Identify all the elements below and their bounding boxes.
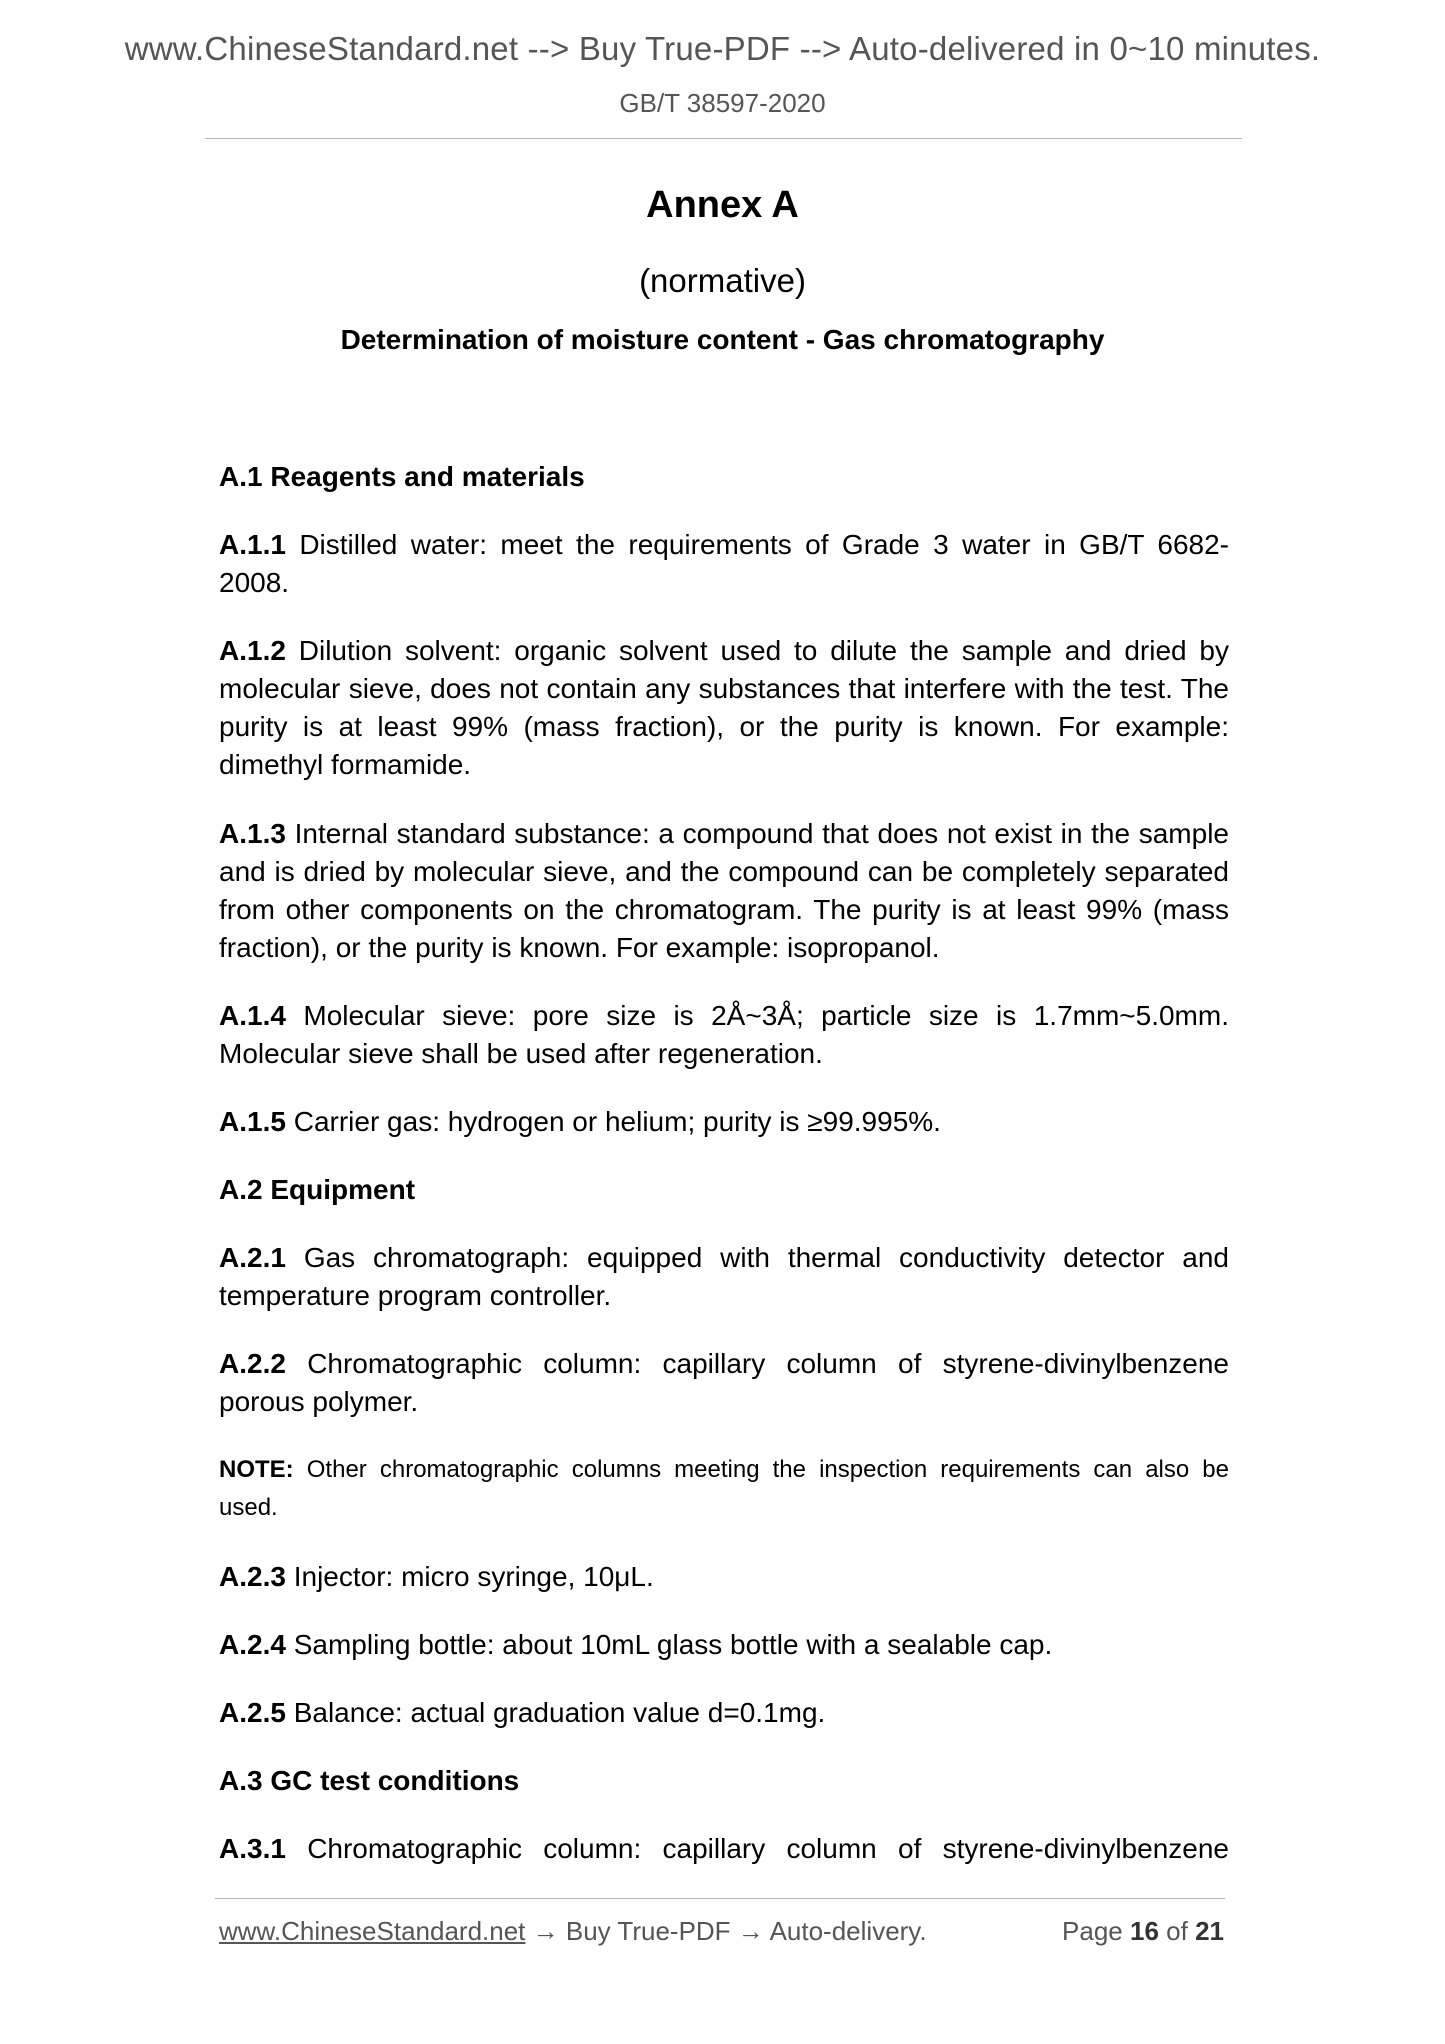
clause-a1-2 [219, 632, 1229, 784]
clause-text: Sampling bottle: about 10mL glass bottle with a sealable cap. [285, 1629, 1053, 1660]
clause-text: Gas chromatograph: equipped with thermal conductivity detector and temperature program controller. [219, 1242, 1229, 1311]
footer-tail: → Buy True-PDF → Auto-delivery. [525, 1916, 927, 1946]
clause-a2-2 [219, 1345, 1229, 1421]
footer-link[interactable]: www.ChineseStandard.net [219, 1916, 526, 1946]
clause-a1-3 [219, 815, 1229, 967]
footer-divider [215, 1898, 1225, 1899]
clause-a2-5 [219, 1694, 1229, 1732]
clause-text: Carrier gas: hydrogen or helium; purity is ≥99.995%. [285, 1106, 941, 1137]
clause-a2-4 [219, 1626, 1229, 1664]
clause-number: A.2.4 [219, 1629, 286, 1660]
clause-a1-1 [219, 526, 1229, 602]
annex-title: Annex A [646, 184, 799, 226]
section-a1-heading: A.1 Reagents and materials [219, 461, 585, 492]
clause-number: A.1.1 [219, 529, 286, 560]
clause-number: A.3.1 [219, 1833, 286, 1864]
clause-number: A.2.3 [219, 1561, 286, 1592]
clause-a2-1 [219, 1239, 1229, 1315]
clause-number: A.1.4 [219, 1000, 286, 1031]
clause-number: A.1.3 [219, 818, 286, 849]
clause-text: Chromatographic column: capillary column of styrene-divinylbenzene porous polymer. [219, 1348, 1229, 1417]
clause-text: Distilled water: meet the requirements of Grade 3 water in GB/T 6682-2008. [219, 529, 1229, 598]
clause-a3-1 [219, 1830, 1229, 1868]
note-text: Other chromatographic columns meeting the inspection requirements can also be used. [219, 1456, 1229, 1521]
header-banner: www.ChineseStandard.net --> Buy True-PDF --> Auto-delivered in 0~10 minutes. [124, 30, 1321, 67]
section-a2-heading: A.2 Equipment [219, 1174, 416, 1205]
clause-number: A.2.2 [219, 1348, 286, 1379]
note [219, 1451, 1229, 1527]
clause-text: Internal standard substance: a compound that does not exist in the sample and is dried by molecular sieve, and the compound can be completely separated from other components on the chromatogram. The purity is at least 99% (mass fraction), or the purity is known. For example: isopropanol. [219, 818, 1229, 963]
clause-text: Injector: micro syringe, 10μL. [285, 1561, 654, 1592]
page-indicator: Page 16 of 21 [1062, 1916, 1224, 1946]
footer [219, 1916, 1224, 1947]
page-total: 21 [1195, 1916, 1224, 1946]
clause-number: A.2.1 [219, 1242, 286, 1273]
clause-number: A.1.2 [219, 635, 286, 666]
clause-a1-4 [219, 997, 1229, 1073]
clause-text: Dilution solvent: organic solvent used to dilute the sample and dried by molecular sieve, does not contain any substances that interfere with the test. The purity is at least 99% (mass fraction), or the purity is known. For example: dimethyl formamide. [219, 635, 1229, 780]
note-label: NOTE: [219, 1456, 294, 1483]
clause-text: Balance: actual graduation value d=0.1mg. [285, 1697, 826, 1728]
annex-type: (normative) [639, 262, 806, 299]
clause-text: Chromatographic column: capillary column of styrene-divinylbenzene [285, 1833, 1229, 1864]
annex-subject: Determination of moisture content - Gas chromatography [340, 324, 1105, 355]
header-divider [205, 138, 1242, 139]
clause-text: Molecular sieve: pore size is 2Å~3Å; particle size is 1.7mm~5.0mm. Molecular sieve shall be used after regeneration. [219, 1000, 1229, 1069]
page-current: 16 [1130, 1916, 1159, 1946]
clause-number: A.1.5 [219, 1106, 286, 1137]
clause-a1-5 [219, 1103, 1229, 1141]
section-a3-heading: A.3 GC test conditions [219, 1765, 520, 1796]
clause-a2-3 [219, 1558, 1229, 1596]
clause-number: A.2.5 [219, 1697, 286, 1728]
standard-number: GB/T 38597-2020 [619, 88, 826, 118]
